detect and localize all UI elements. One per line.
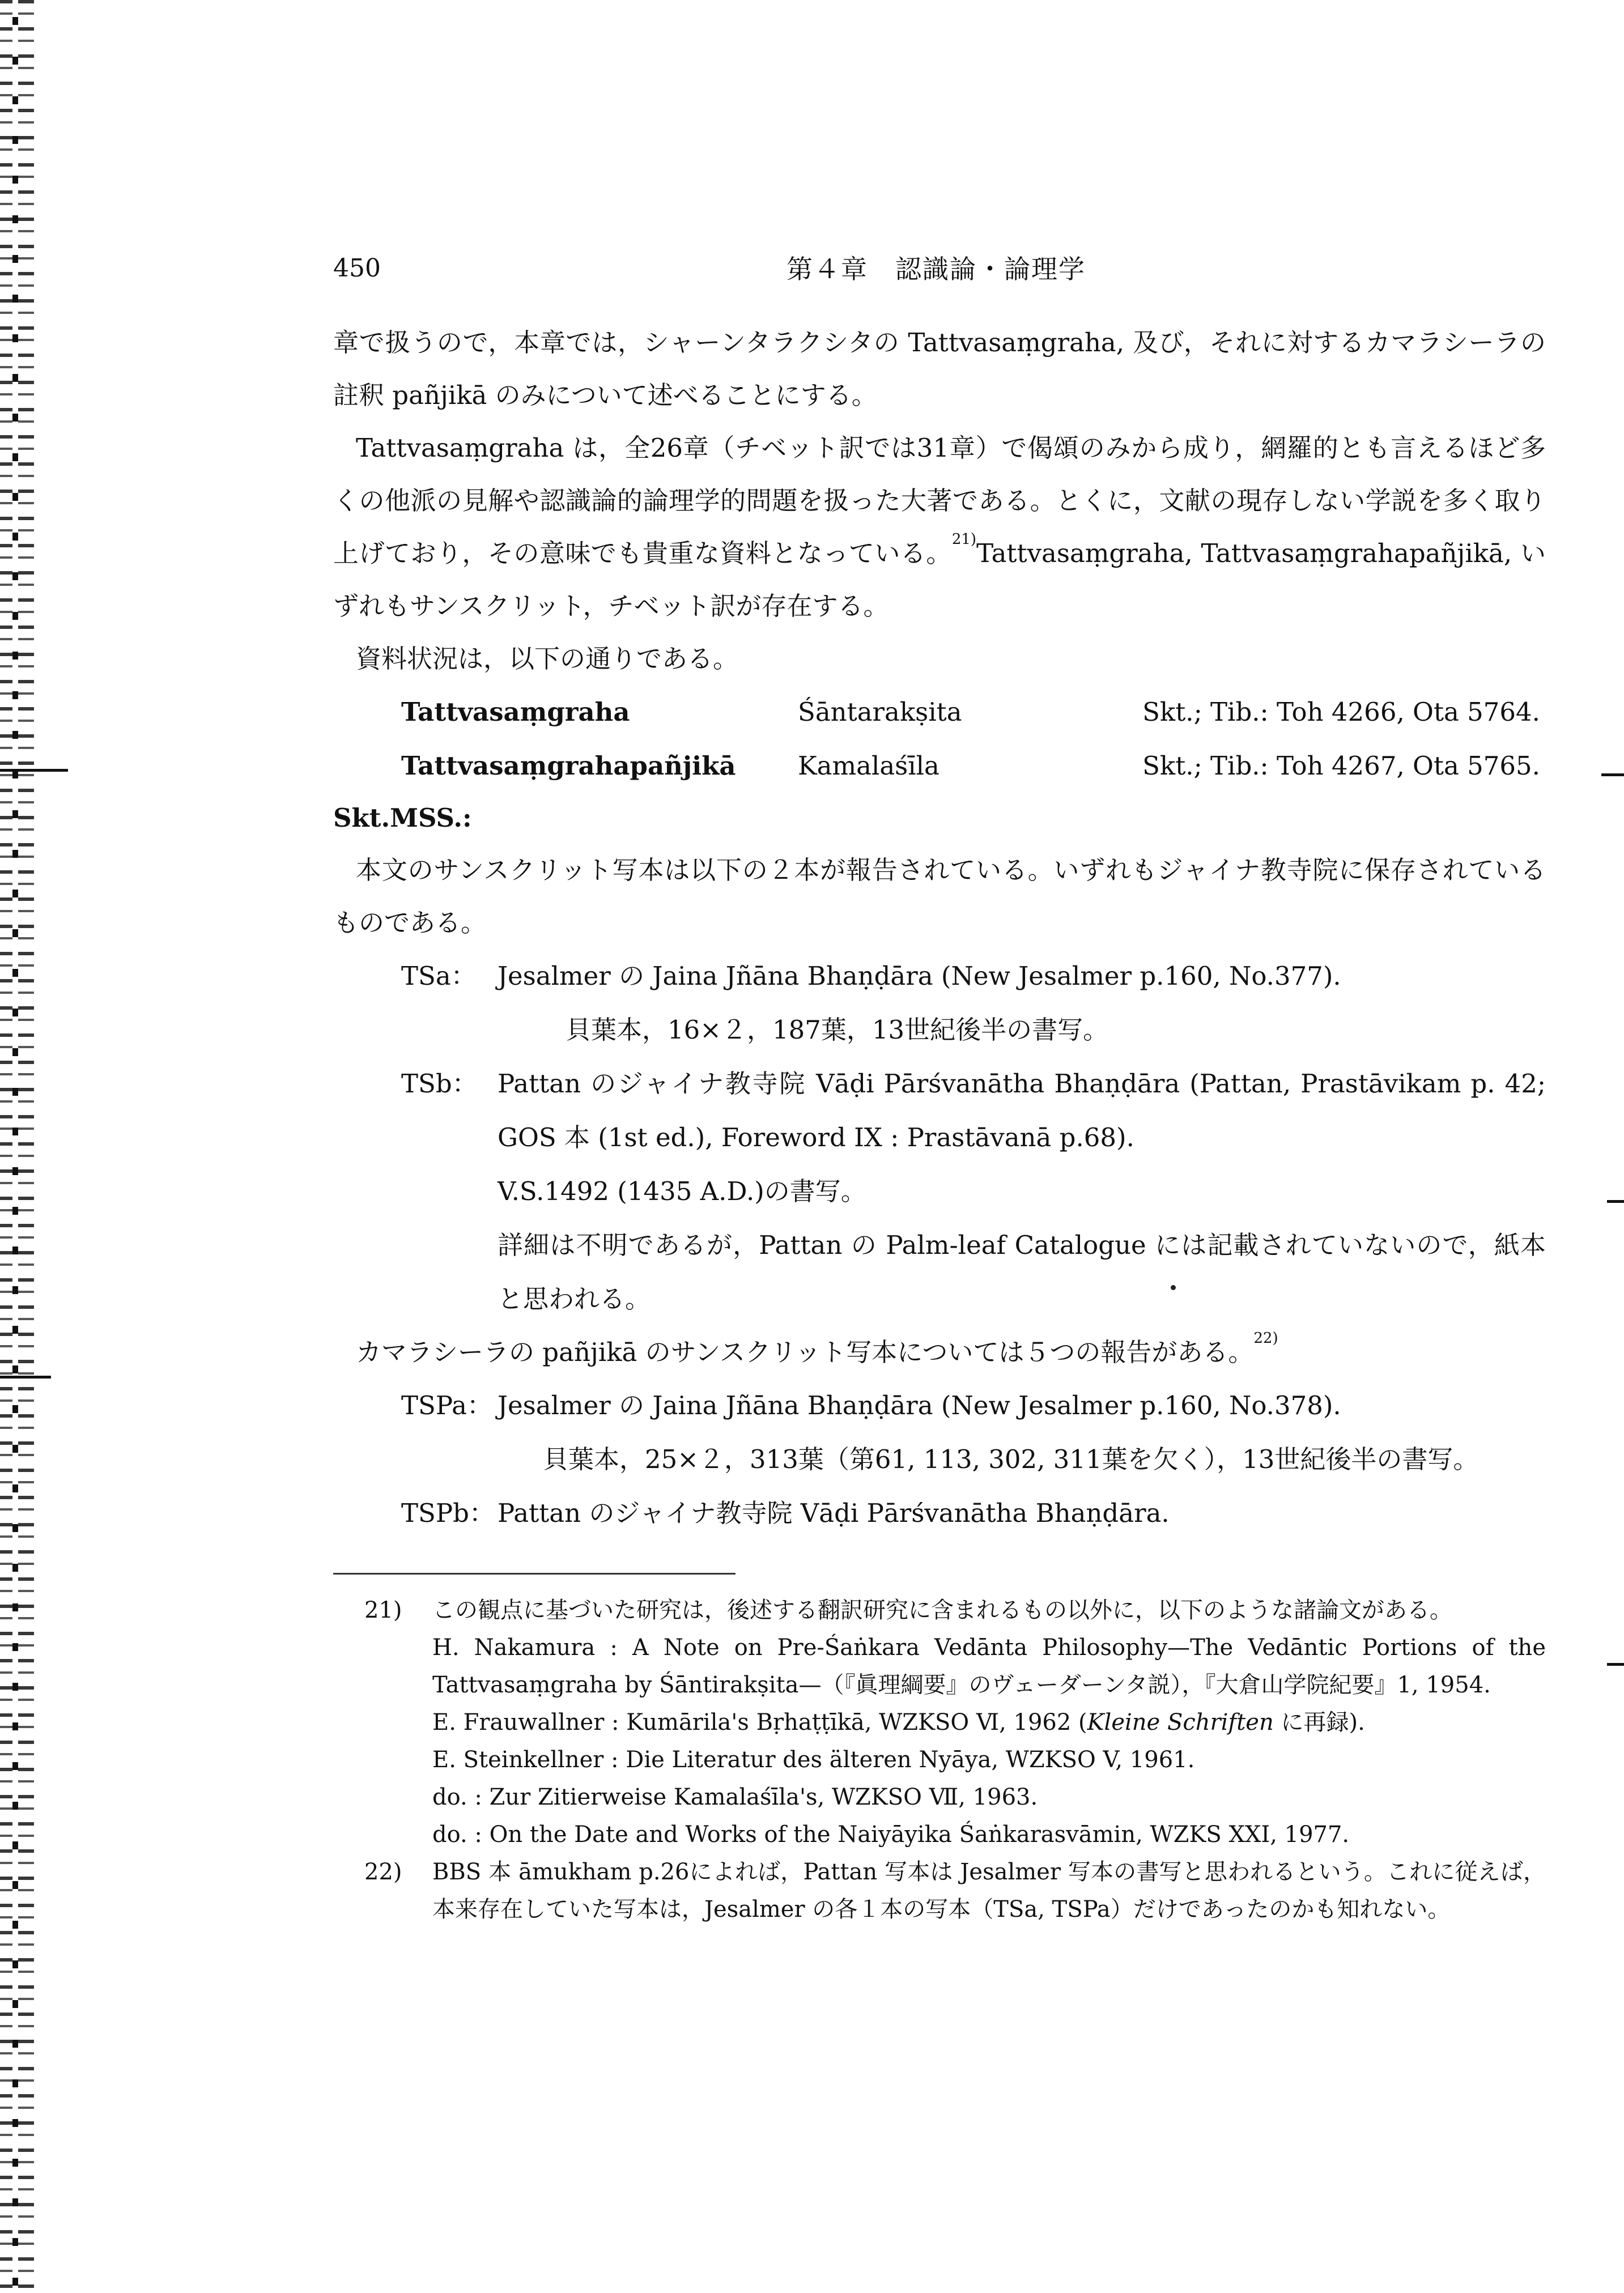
footnote-21	[333, 1592, 1546, 1629]
paragraph-text: カマラシーラの pañjikā のサンスクリット写本については５つの報告がある。	[356, 1337, 1254, 1367]
manuscript-entry-tspa	[333, 1379, 1546, 1486]
manuscript-description: 詳細は不明であるが，Pattan の Palm-leaf Catalogue には記載されていないので，紙本と思われる。	[498, 1230, 1546, 1314]
footnotes	[333, 1592, 1546, 1928]
manuscript-description: 貝葉本，16×２，187葉，13世紀後半の書写。	[566, 1015, 1109, 1045]
reference-item: H. Nakamura : A Note on Pre-Śaṅkara Vedānta Philosophy—The Vedāntic Portions of the Tattvasaṃgraha by Śāntirakṣita—（『眞理綱要』のヴェーダーンタ説），『大倉山学院紀要』1, 1954.	[432, 1635, 1546, 1698]
manuscript-siglum: TSPb：	[401, 1498, 495, 1528]
footnote-divider	[333, 1573, 736, 1575]
manuscript-location: Pattan のジャイナ教寺院 Vāḍi Pārśvanātha Bhaṇḍāra (Pattan, Prastāvikam p. 42; GOS 本 (1st ed.), Foreword IX : Prastāvanā p.68).	[498, 1069, 1546, 1152]
manuscript-entry-tspb	[333, 1486, 1546, 1540]
scan-edge-inner	[12, 0, 18, 2293]
manuscript-location: Jesalmer の Jaina Jñāna Bhaṇḍāra (New Jesalmer p.160, No.378).	[498, 1390, 1341, 1420]
manuscript-entry-tsa	[333, 949, 1546, 1057]
paragraph-text: Tattvasaṃgraha, Tattvasaṃgrahapañjikā, いずれもサンスクリット，チベット訳が存在する。	[333, 538, 1546, 621]
reference-text: E. Frauwallner : Kumārila's Bṛhaṭṭīkā, WZKSO Ⅵ, 1962 (	[432, 1709, 1087, 1735]
text-author: Śāntarakṣita	[798, 696, 962, 727]
reference-italic-title: Kleine Schriften	[1087, 1709, 1274, 1735]
reference-text: に再録).	[1273, 1709, 1365, 1735]
manuscript-date: V.S.1492 (1435 A.D.)の書写。	[498, 1176, 866, 1206]
manuscript-description: 貝葉本，25×２，313葉（第61, 113, 302, 311葉を欠く），13世紀後半の書写。	[543, 1444, 1479, 1474]
text-reference: Skt.; Tib.: Toh 4267, Ota 5765.	[1142, 750, 1540, 781]
footnote-text: BBS 本 āmukham p.26によれば，Pattan 写本は Jesalmer 写本の書写と思われるという。これに従えば，本来存在していた写本は，Jesalmer の各１本の写本（TSa, TSPa）だけであったのかも知れない。	[432, 1859, 1546, 1922]
reference-item	[333, 1704, 1546, 1741]
page-number: 450	[333, 254, 381, 283]
margin-tick-right	[1607, 1663, 1624, 1666]
page	[333, 254, 1546, 1928]
paragraph-text: Tattvasaṃgraha は，全26章（チベット訳では31章）で偈頌のみから成り，網羅的とも言えるほど多くの他派の見解や認識論的論理学的問題を扱った大著である。とくに，文献の現存しない学説を多く取り上げており，その意味でも貴重な資料となっている。	[333, 433, 1546, 568]
tattvasamgraha-paragraph	[333, 422, 1546, 632]
reference-item: do. : On the Date and Works of the Naiyāyika Śaṅkarasvāmin, WZKS XXI, 1977.	[432, 1822, 1350, 1848]
text-author: Kamalaśīla	[798, 750, 939, 781]
footnote-number: 21)	[364, 1597, 402, 1623]
reference-item: E. Steinkellner : Die Literatur des älteren Nyāya, WZKSO V, 1961.	[432, 1747, 1195, 1773]
margin-tick-left	[0, 1376, 51, 1379]
manuscript-location: Pattan のジャイナ教寺院 Vāḍi Pārśvanātha Bhaṇḍāra.	[498, 1498, 1170, 1528]
panjika-intro	[333, 1326, 1546, 1379]
text-title: Tattvasaṃgrahapañjikā	[401, 750, 736, 781]
manuscript-entry-tsb	[333, 1057, 1546, 1326]
texts-table	[333, 685, 1546, 793]
manuscript-location: Jesalmer の Jaina Jñāna Bhaṇḍāra (New Jesalmer p.160, No.377).	[498, 961, 1341, 991]
table-row	[333, 685, 1546, 739]
footnote-text: この観点に基づいた研究は，後述する翻訳研究に含まれるもの以外に，以下のような諸論文がある。	[432, 1597, 1452, 1623]
mss-heading: Skt.MSS.:	[333, 803, 472, 833]
mss-intro: 本文のサンスクリット写本は以下の２本が報告されている。いずれもジャイナ教寺院に保存されているものである。	[333, 855, 1546, 938]
text-reference: Skt.; Tib.: Toh 4266, Ota 5764.	[1142, 696, 1540, 727]
running-head	[333, 254, 1546, 288]
manuscript-siglum: TSPa：	[401, 1390, 492, 1420]
margin-tick-right	[1601, 773, 1624, 776]
chapter-title: 第４章 認識論・論理学	[787, 254, 1086, 284]
footnote-number: 22)	[364, 1859, 402, 1885]
text-title: Tattvasaṃgraha	[401, 696, 630, 727]
footnote-ref-21[interactable]: 21)	[951, 531, 977, 548]
footnote-22	[333, 1853, 1546, 1928]
reference-item: do. : Zur Zitierweise Kamalaśīla's, WZKSO Ⅶ, 1963.	[432, 1784, 1038, 1810]
intro-paragraph: 章で扱うので，本章では，シャーンタラクシタの Tattvasaṃgraha, 及び，それに対するカマラシーラの註釈 pañjikā のみについて述べることにする。	[333, 327, 1546, 410]
manuscript-siglum: TSa：	[401, 961, 477, 991]
table-row	[333, 739, 1546, 793]
manuscript-siglum: TSb：	[401, 1069, 478, 1099]
status-intro: 資料状況は，以下の通りである。	[356, 644, 739, 674]
margin-tick-left	[0, 769, 68, 772]
margin-tick-right	[1607, 1200, 1624, 1203]
footnote-ref-22[interactable]: 22)	[1253, 1330, 1278, 1347]
